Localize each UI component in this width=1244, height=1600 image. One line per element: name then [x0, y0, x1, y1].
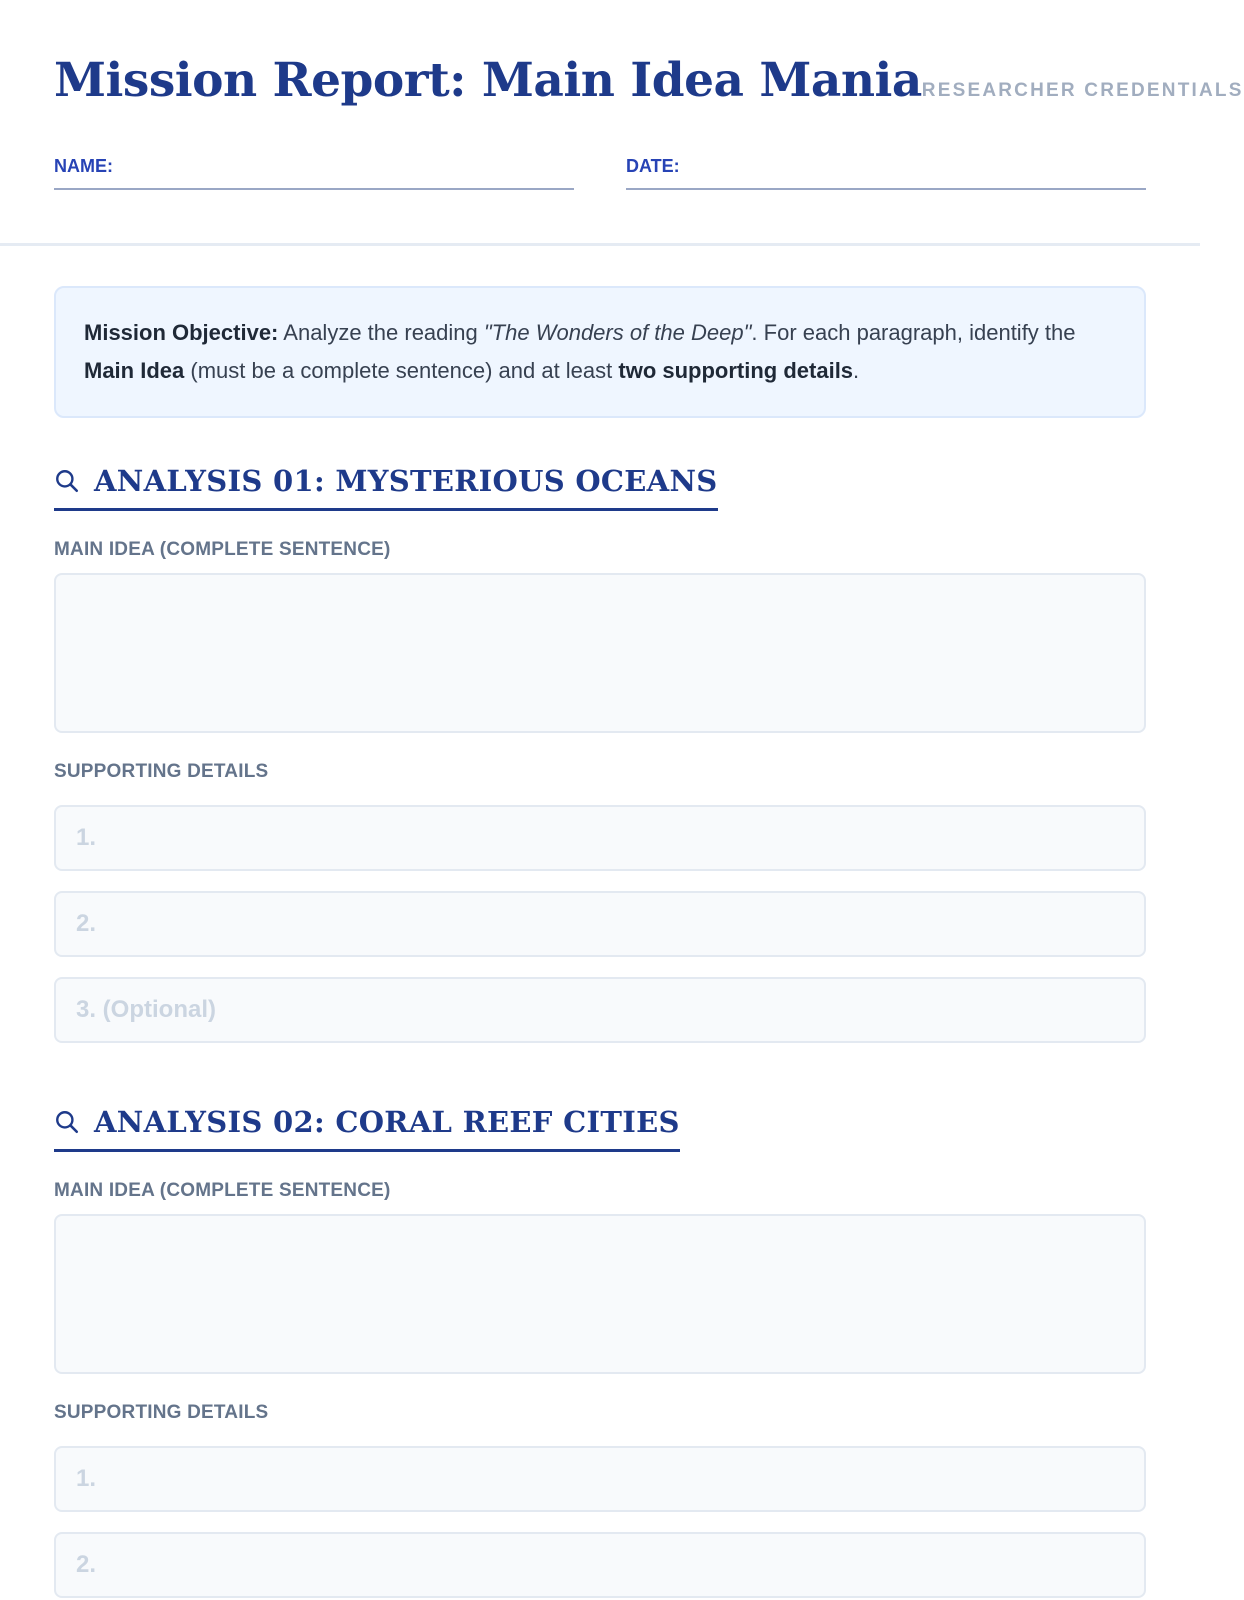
- supporting-details-label: SUPPORTING DETAILS: [54, 761, 269, 782]
- supporting-detail-input[interactable]: 3. (Optional): [54, 977, 1146, 1043]
- supporting-detail-input[interactable]: 2.: [54, 1532, 1146, 1598]
- search-icon: [54, 468, 80, 494]
- mission-objective: [54, 286, 1146, 418]
- report-header: [0, 0, 1244, 246]
- name-field[interactable]: [54, 152, 574, 190]
- section-heading: [54, 464, 718, 511]
- main-idea-label: MAIN IDEA (COMPLETE SENTENCE): [54, 1180, 391, 1201]
- objective-lead: Mission Objective:: [84, 320, 279, 345]
- objective-main-idea: Main Idea: [84, 358, 185, 383]
- report-content: [0, 246, 1200, 1598]
- date-field[interactable]: [626, 152, 1146, 190]
- supporting-detail-input[interactable]: 1.: [54, 805, 1146, 871]
- search-icon: [54, 1109, 80, 1135]
- main-idea-label: MAIN IDEA (COMPLETE SENTENCE): [54, 539, 391, 560]
- page-title: Mission Report: Main Idea Mania: [54, 53, 922, 108]
- reading-title: "The Wonders of the Deep": [483, 320, 752, 345]
- objective-text-1: Analyze the reading: [278, 320, 484, 345]
- credentials-label: RESEARCHER CREDENTIALS: [921, 80, 1244, 101]
- main-idea-input[interactable]: [54, 1214, 1146, 1374]
- supporting-details-label: SUPPORTING DETAILS: [54, 1402, 269, 1423]
- supporting-detail-input[interactable]: 1.: [54, 1446, 1146, 1512]
- objective-text-2: . For each paragraph, identify the: [751, 320, 1076, 345]
- analysis-section-1: [54, 464, 1146, 1043]
- name-label: NAME:: [54, 156, 113, 176]
- objective-details: two supporting details: [618, 358, 854, 383]
- section-title: ANALYSIS 02: CORAL REEF CITIES: [94, 1105, 680, 1139]
- objective-text-4: .: [853, 358, 860, 383]
- supporting-detail-input[interactable]: 2.: [54, 891, 1146, 957]
- section-title: ANALYSIS 01: MYSTERIOUS OCEANS: [94, 464, 718, 498]
- section-heading: [54, 1105, 680, 1152]
- analysis-section-2: [54, 1105, 1146, 1598]
- credentials-fields: [54, 152, 1146, 190]
- date-label: DATE:: [626, 156, 680, 176]
- main-idea-input[interactable]: [54, 573, 1146, 733]
- title-row: [54, 0, 1244, 110]
- objective-text-3: (must be a complete sentence) and at least: [184, 358, 619, 383]
